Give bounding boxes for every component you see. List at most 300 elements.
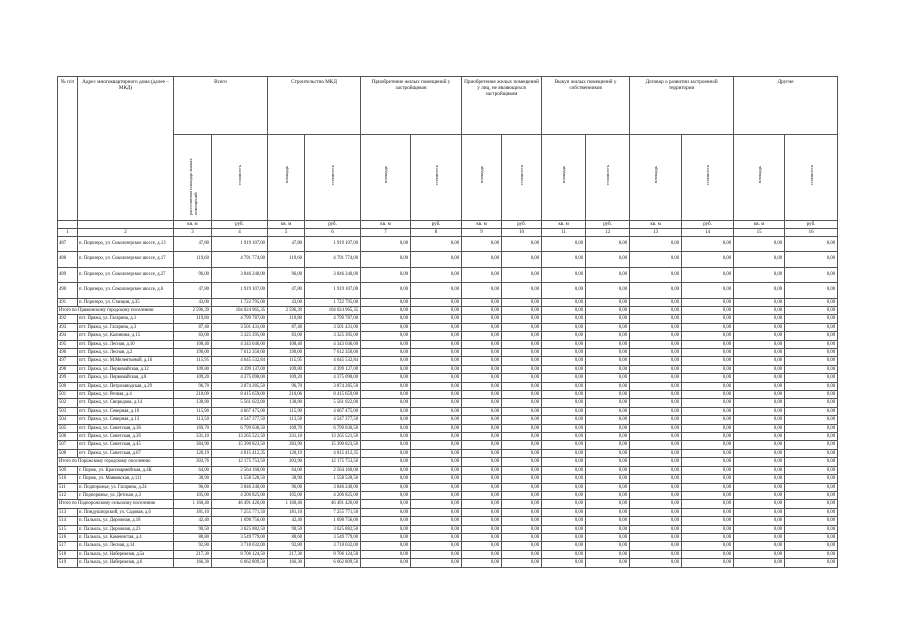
column-number: 15	[734, 229, 785, 237]
table-row	[58, 283, 838, 298]
row-number: 503	[58, 407, 78, 415]
subheader-cell	[411, 135, 462, 221]
zero-area-cell: 0,00	[361, 349, 411, 357]
zero-area-cell: 0,00	[462, 340, 502, 348]
construction-cost-cell: 13 265 521,50	[305, 433, 361, 441]
construction-area-cell: 92,80	[268, 542, 305, 550]
zero-cost-cell: 0,00	[586, 533, 630, 541]
zero-area-cell: 0,00	[734, 267, 785, 282]
column-number: 5	[268, 229, 305, 237]
zero-cost-cell: 0,00	[411, 298, 462, 306]
zero-area-cell: 0,00	[630, 315, 682, 323]
zero-area-cell: 0,00	[361, 424, 411, 432]
zero-area-cell: 0,00	[361, 433, 411, 441]
zero-area-cell: 0,00	[542, 332, 586, 340]
subheader-label: стоимость	[605, 164, 611, 186]
zero-cost-cell: 0,00	[785, 559, 838, 567]
zero-cost-cell: 0,00	[586, 391, 630, 399]
subheader-label: стоимость	[808, 164, 814, 186]
total-area-cell: 108,40	[174, 340, 212, 348]
zero-area-cell: 0,00	[630, 252, 682, 267]
zero-cost-cell: 0,00	[682, 441, 734, 449]
zero-cost-cell: 0,00	[785, 340, 838, 348]
zero-cost-cell: 0,00	[785, 252, 838, 267]
zero-cost-cell: 0,00	[682, 433, 734, 441]
zero-area-cell: 0,00	[734, 407, 785, 415]
address-cell: пгт. Пряжа, ул. Советская, д.45	[78, 441, 174, 449]
subheader-cell	[212, 135, 268, 221]
zero-area-cell: 0,00	[361, 382, 411, 390]
zero-cost-cell: 0,00	[785, 237, 838, 252]
zero-area-cell: 0,00	[361, 407, 411, 415]
subheader-cell	[305, 135, 361, 221]
total-cost-cell: 3 846 240,00	[212, 267, 268, 282]
zero-cost-cell: 0,00	[586, 525, 630, 533]
zero-area-cell: 0,00	[542, 416, 586, 424]
zero-cost-cell: 0,00	[411, 475, 462, 483]
zero-area-cell: 0,00	[542, 533, 586, 541]
row-number: 498	[58, 365, 78, 373]
zero-cost-cell: 0,00	[586, 298, 630, 306]
zero-cost-cell: 0,00	[586, 449, 630, 457]
total-area-cell: 64,00	[174, 466, 212, 474]
zero-area-cell: 0,00	[462, 517, 502, 525]
zero-cost-cell: 0,00	[411, 332, 462, 340]
row-number: 512	[58, 491, 78, 499]
zero-cost-cell: 0,00	[502, 283, 542, 298]
zero-cost-cell: 0,00	[682, 391, 734, 399]
row-number: 492	[58, 315, 78, 323]
total-area-cell: 138,80	[174, 399, 212, 407]
total-cost-cell: 8 706 124,50	[212, 550, 268, 558]
zero-cost-cell: 0,00	[411, 237, 462, 252]
subtotal-label: Итого по Порожскому городскому поселению	[58, 458, 174, 466]
unit-cell: кв. м	[361, 221, 411, 229]
zero-cost-cell: 0,00	[586, 466, 630, 474]
construction-cost-cell: 1 698 756,00	[305, 517, 361, 525]
zero-cost-cell: 0,00	[682, 267, 734, 282]
total-area-cell: 109,20	[174, 374, 212, 382]
row-number: 506	[58, 433, 78, 441]
construction-cost-cell: 104 024 965,35	[305, 306, 361, 314]
unit-cell: кв. м	[734, 221, 785, 229]
zero-area-cell: 0,00	[462, 533, 502, 541]
zero-cost-cell: 0,00	[411, 306, 462, 314]
zero-cost-cell: 0,00	[502, 416, 542, 424]
zero-area-cell: 0,00	[734, 475, 785, 483]
construction-cost-cell: 8 415 659,00	[305, 391, 361, 399]
zero-cost-cell: 0,00	[502, 491, 542, 499]
zero-cost-cell: 0,00	[502, 237, 542, 252]
zero-cost-cell: 0,00	[586, 267, 630, 282]
construction-area-cell: 105,00	[268, 491, 305, 499]
total-area-cell: 303,76	[174, 458, 212, 466]
total-area-cell: 190,00	[174, 349, 212, 357]
total-cost-cell: 15 390 823,50	[212, 441, 268, 449]
zero-cost-cell: 0,00	[785, 441, 838, 449]
address-cell: п. Порозеро, ул. Соколозерское шоссе, д.13	[78, 237, 174, 252]
zero-area-cell: 0,00	[734, 382, 785, 390]
zero-area-cell: 0,00	[630, 374, 682, 382]
table-row	[58, 517, 838, 525]
zero-cost-cell: 0,00	[502, 458, 542, 466]
zero-area-cell: 0,00	[542, 466, 586, 474]
construction-cost-cell: 1 919 107,00	[305, 237, 361, 252]
total-cost-cell: 8 415 659,00	[212, 391, 268, 399]
zero-area-cell: 0,00	[542, 517, 586, 525]
zero-area-cell: 0,00	[630, 449, 682, 457]
construction-area-cell: 2 596,39	[268, 306, 305, 314]
address-cell: пгт. Пряжа, ул. Петрозаводская, д.29	[78, 382, 174, 390]
zero-area-cell: 0,00	[462, 525, 502, 533]
subheader-label: стоимость	[705, 164, 711, 186]
subheader-label: площадь	[653, 166, 659, 184]
address-cell: пгт. Пряжа, ул. Свиридова, д.14	[78, 399, 174, 407]
zero-cost-cell: 0,00	[502, 391, 542, 399]
zero-cost-cell: 0,00	[411, 466, 462, 474]
total-area-cell: 120,19	[174, 449, 212, 457]
zero-area-cell: 0,00	[542, 491, 586, 499]
zero-cost-cell: 0,00	[682, 508, 734, 516]
total-area-cell: 87,40	[174, 323, 212, 331]
zero-area-cell: 0,00	[734, 332, 785, 340]
subheader-label: стоимость	[433, 164, 439, 186]
zero-area-cell: 0,00	[630, 407, 682, 415]
total-cost-cell: 1 919 107,00	[212, 237, 268, 252]
zero-area-cell: 0,00	[630, 365, 682, 373]
row-number: 493	[58, 323, 78, 331]
zero-area-cell: 0,00	[630, 550, 682, 558]
total-cost-cell: 3 549 779,00	[212, 533, 268, 541]
zero-cost-cell: 0,00	[682, 559, 734, 567]
unit-cell: руб.	[682, 221, 734, 229]
zero-area-cell: 0,00	[542, 525, 586, 533]
zero-cost-cell: 0,00	[586, 283, 630, 298]
zero-area-cell: 0,00	[630, 466, 682, 474]
table-row	[58, 550, 838, 558]
zero-cost-cell: 0,00	[502, 508, 542, 516]
zero-area-cell: 0,00	[734, 323, 785, 331]
zero-cost-cell: 0,00	[785, 283, 838, 298]
zero-area-cell: 0,00	[361, 483, 411, 491]
zero-cost-cell: 0,00	[785, 332, 838, 340]
total-cost-cell: 1 558 528,50	[212, 475, 268, 483]
zero-cost-cell: 0,00	[682, 475, 734, 483]
zero-area-cell: 0,00	[630, 500, 682, 508]
total-cost-cell: 3 874 285,50	[212, 382, 268, 390]
zero-cost-cell: 0,00	[502, 550, 542, 558]
construction-cost-cell: 8 706 124,50	[305, 550, 361, 558]
zero-area-cell: 0,00	[462, 399, 502, 407]
table-row	[58, 525, 838, 533]
zero-area-cell: 0,00	[361, 332, 411, 340]
zero-area-cell: 0,00	[361, 466, 411, 474]
table-row	[58, 267, 838, 282]
zero-cost-cell: 0,00	[502, 382, 542, 390]
row-number: 496	[58, 349, 78, 357]
zero-cost-cell: 0,00	[502, 349, 542, 357]
subheader-label: расселяемая площадь жилых помещений	[187, 158, 198, 215]
table-row	[58, 391, 838, 399]
zero-area-cell: 0,00	[630, 332, 682, 340]
zero-area-cell: 0,00	[361, 283, 411, 298]
zero-area-cell: 0,00	[462, 365, 502, 373]
zero-area-cell: 0,00	[630, 391, 682, 399]
zero-cost-cell: 0,00	[586, 315, 630, 323]
subheader-label: стоимость	[330, 164, 336, 186]
zero-area-cell: 0,00	[361, 315, 411, 323]
subtotal-row	[58, 458, 838, 466]
zero-cost-cell: 0,00	[586, 433, 630, 441]
table-row	[58, 315, 838, 323]
header-territory: Договор о развитии застроенной территории	[630, 77, 734, 135]
construction-cost-cell: 2 564 160,00	[305, 466, 361, 474]
zero-cost-cell: 0,00	[682, 237, 734, 252]
zero-cost-cell: 0,00	[586, 559, 630, 567]
zero-cost-cell: 0,00	[682, 298, 734, 306]
address-cell: пгт. Пряжа, ул. Гагарина, д.3	[78, 323, 174, 331]
zero-cost-cell: 0,00	[682, 449, 734, 457]
zero-cost-cell: 0,00	[411, 449, 462, 457]
address-cell: п. Порозеро, ул. Соколозерское шоссе, д.27	[78, 267, 174, 282]
zero-area-cell: 0,00	[542, 559, 586, 567]
zero-cost-cell: 0,00	[586, 550, 630, 558]
subheader-label: площадь	[383, 166, 389, 184]
zero-area-cell: 0,00	[462, 491, 502, 499]
table-row	[58, 252, 838, 267]
zero-area-cell: 0,00	[542, 399, 586, 407]
zero-area-cell: 0,00	[734, 458, 785, 466]
table-row	[58, 332, 838, 340]
address-cell: п. Пальоль, ул. Дорожная, д.23	[78, 525, 174, 533]
zero-area-cell: 0,00	[734, 283, 785, 298]
zero-area-cell: 0,00	[542, 315, 586, 323]
zero-area-cell: 0,00	[734, 340, 785, 348]
row-number: 494	[58, 332, 78, 340]
zero-area-cell: 0,00	[630, 483, 682, 491]
zero-area-cell: 0,00	[462, 475, 502, 483]
address-cell: п. Пиндушпорский, ул. Садовая, д.6	[78, 508, 174, 516]
zero-area-cell: 0,00	[630, 349, 682, 357]
total-cost-cell: 4 547 377,50	[212, 416, 268, 424]
zero-cost-cell: 0,00	[411, 365, 462, 373]
zero-cost-cell: 0,00	[785, 517, 838, 525]
column-number: 14	[682, 229, 734, 237]
zero-area-cell: 0,00	[630, 399, 682, 407]
column-number: 11	[542, 229, 586, 237]
zero-area-cell: 0,00	[462, 449, 502, 457]
total-cost-cell: 3 325 395,00	[212, 332, 268, 340]
zero-area-cell: 0,00	[542, 424, 586, 432]
zero-cost-cell: 0,00	[411, 416, 462, 424]
zero-cost-cell: 0,00	[682, 349, 734, 357]
zero-area-cell: 0,00	[630, 267, 682, 282]
zero-area-cell: 0,00	[361, 306, 411, 314]
row-number: 489	[58, 267, 78, 282]
zero-cost-cell: 0,00	[785, 298, 838, 306]
construction-cost-cell: 6 799 030,50	[305, 424, 361, 432]
row-number: 502	[58, 399, 78, 407]
zero-area-cell: 0,00	[462, 542, 502, 550]
zero-cost-cell: 0,00	[785, 374, 838, 382]
table-row	[58, 382, 838, 390]
subheader-label: площадь	[283, 166, 289, 184]
column-number: 16	[785, 229, 838, 237]
header-other: Другие	[734, 77, 838, 135]
zero-cost-cell: 0,00	[502, 267, 542, 282]
zero-area-cell: 0,00	[542, 508, 586, 516]
zero-area-cell: 0,00	[630, 382, 682, 390]
zero-area-cell: 0,00	[542, 340, 586, 348]
zero-cost-cell: 0,00	[682, 323, 734, 331]
construction-cost-cell: 3 549 779,00	[305, 533, 361, 541]
zero-cost-cell: 0,00	[502, 332, 542, 340]
address-cell: пгт. Пряжа, ул. Северная, д.10	[78, 407, 174, 415]
total-cost-cell: 4 375 098,00	[212, 374, 268, 382]
zero-area-cell: 0,00	[361, 550, 411, 558]
zero-area-cell: 0,00	[630, 298, 682, 306]
total-cost-cell: 12 175 753,50	[212, 458, 268, 466]
table-row	[58, 466, 838, 474]
address-cell: пгт. Пряжа, ул. Лесная, д.10	[78, 340, 174, 348]
construction-area-cell: 119,60	[268, 252, 305, 267]
construction-area-cell: 96,70	[268, 382, 305, 390]
address-cell: г. Порож, ул. Красноармейская, д.4К	[78, 466, 174, 474]
zero-area-cell: 0,00	[361, 237, 411, 252]
zero-cost-cell: 0,00	[682, 466, 734, 474]
zero-cost-cell: 0,00	[785, 357, 838, 365]
zero-cost-cell: 0,00	[586, 407, 630, 415]
total-cost-cell: 3 501 431,00	[212, 323, 268, 331]
column-number: 6	[305, 229, 361, 237]
zero-cost-cell: 0,00	[411, 483, 462, 491]
total-cost-cell: 2 564 160,00	[212, 466, 268, 474]
zero-cost-cell: 0,00	[682, 424, 734, 432]
zero-cost-cell: 0,00	[785, 424, 838, 432]
column-number: 10	[502, 229, 542, 237]
zero-cost-cell: 0,00	[785, 433, 838, 441]
total-area-cell: 92,80	[174, 542, 212, 550]
total-area-cell: 169,70	[174, 424, 212, 432]
zero-cost-cell: 0,00	[502, 252, 542, 267]
zero-cost-cell: 0,00	[785, 399, 838, 407]
table-row	[58, 542, 838, 550]
row-number: 514	[58, 517, 78, 525]
zero-area-cell: 0,00	[462, 407, 502, 415]
zero-cost-cell: 0,00	[785, 500, 838, 508]
zero-area-cell: 0,00	[462, 252, 502, 267]
construction-area-cell: 119,80	[268, 315, 305, 323]
zero-cost-cell: 0,00	[586, 475, 630, 483]
zero-area-cell: 0,00	[361, 323, 411, 331]
zero-cost-cell: 0,00	[785, 449, 838, 457]
header-acquisition-developer: Приобретение жилых помещений у застройщиков	[361, 77, 462, 135]
address-cell: п. Порозеро, ул. Соколозерское шоссе, д.17	[78, 252, 174, 267]
zero-area-cell: 0,00	[630, 491, 682, 499]
zero-cost-cell: 0,00	[682, 533, 734, 541]
construction-area-cell: 88,60	[268, 533, 305, 541]
unit-cell: руб.	[411, 221, 462, 229]
header-construction: Строительство МКД	[268, 77, 361, 135]
zero-cost-cell: 0,00	[682, 500, 734, 508]
zero-cost-cell: 0,00	[682, 252, 734, 267]
construction-area-cell: 115,90	[268, 407, 305, 415]
zero-cost-cell: 0,00	[785, 475, 838, 483]
subheader-cell	[734, 135, 785, 221]
zero-area-cell: 0,00	[630, 283, 682, 298]
zero-cost-cell: 0,00	[586, 374, 630, 382]
zero-area-cell: 0,00	[542, 542, 586, 550]
zero-cost-cell: 0,00	[411, 340, 462, 348]
address-cell: п. Пальоль, ул. Набережная, д.6	[78, 559, 174, 567]
zero-area-cell: 0,00	[630, 441, 682, 449]
zero-cost-cell: 0,00	[682, 542, 734, 550]
zero-cost-cell: 0,00	[502, 298, 542, 306]
unit-cell: кв. м	[630, 221, 682, 229]
zero-area-cell: 0,00	[542, 500, 586, 508]
total-area-cell: 47,80	[174, 237, 212, 252]
construction-cost-cell: 15 390 823,50	[305, 441, 361, 449]
total-cost-cell: 3 625 882,50	[212, 525, 268, 533]
header-no: № п/п	[58, 77, 78, 221]
address-cell: пгт. Пряжа, ул. Калинина, д.15	[78, 332, 174, 340]
zero-area-cell: 0,00	[630, 424, 682, 432]
document-sheet	[57, 76, 837, 568]
zero-area-cell: 0,00	[462, 315, 502, 323]
zero-area-cell: 0,00	[542, 306, 586, 314]
zero-area-cell: 0,00	[734, 349, 785, 357]
zero-area-cell: 0,00	[462, 416, 502, 424]
construction-area-cell: 83,00	[268, 332, 305, 340]
unit-cell: руб.	[305, 221, 361, 229]
subheader-cell	[268, 135, 305, 221]
construction-cost-cell: 3 846 240,00	[305, 483, 361, 491]
column-number: 4	[212, 229, 268, 237]
unit-cell: кв. м	[542, 221, 586, 229]
zero-cost-cell: 0,00	[586, 332, 630, 340]
zero-area-cell: 0,00	[630, 340, 682, 348]
column-number: 7	[361, 229, 411, 237]
construction-area-cell: 138,80	[268, 399, 305, 407]
address-cell: пгт. Пряжа, ул. Первомайская, д.8	[78, 374, 174, 382]
zero-area-cell: 0,00	[734, 500, 785, 508]
zero-area-cell: 0,00	[734, 416, 785, 424]
construction-area-cell: 96,00	[268, 483, 305, 491]
zero-cost-cell: 0,00	[785, 306, 838, 314]
construction-cost-cell: 4 206 825,00	[305, 491, 361, 499]
construction-area-cell: 47,80	[268, 283, 305, 298]
zero-area-cell: 0,00	[630, 533, 682, 541]
zero-cost-cell: 0,00	[411, 491, 462, 499]
subheader-label: стоимость	[519, 164, 525, 186]
total-cost-cell: 4 399 137,00	[212, 365, 268, 373]
construction-cost-cell: 3 846 240,00	[305, 267, 361, 282]
construction-area-cell: 108,40	[268, 340, 305, 348]
zero-cost-cell: 0,00	[785, 466, 838, 474]
zero-cost-cell: 0,00	[682, 416, 734, 424]
zero-cost-cell: 0,00	[502, 466, 542, 474]
construction-area-cell: 115,95	[268, 357, 305, 365]
subtotal-label: Итого по Подпорожскому сельскому поселению	[58, 500, 174, 508]
zero-cost-cell: 0,00	[411, 283, 462, 298]
zero-cost-cell: 0,00	[682, 365, 734, 373]
unit-cell: руб.	[212, 221, 268, 229]
construction-area-cell: 190,00	[268, 349, 305, 357]
zero-cost-cell: 0,00	[785, 267, 838, 282]
zero-cost-cell: 0,00	[785, 483, 838, 491]
zero-cost-cell: 0,00	[411, 374, 462, 382]
construction-cost-cell: 1 558 528,50	[305, 475, 361, 483]
